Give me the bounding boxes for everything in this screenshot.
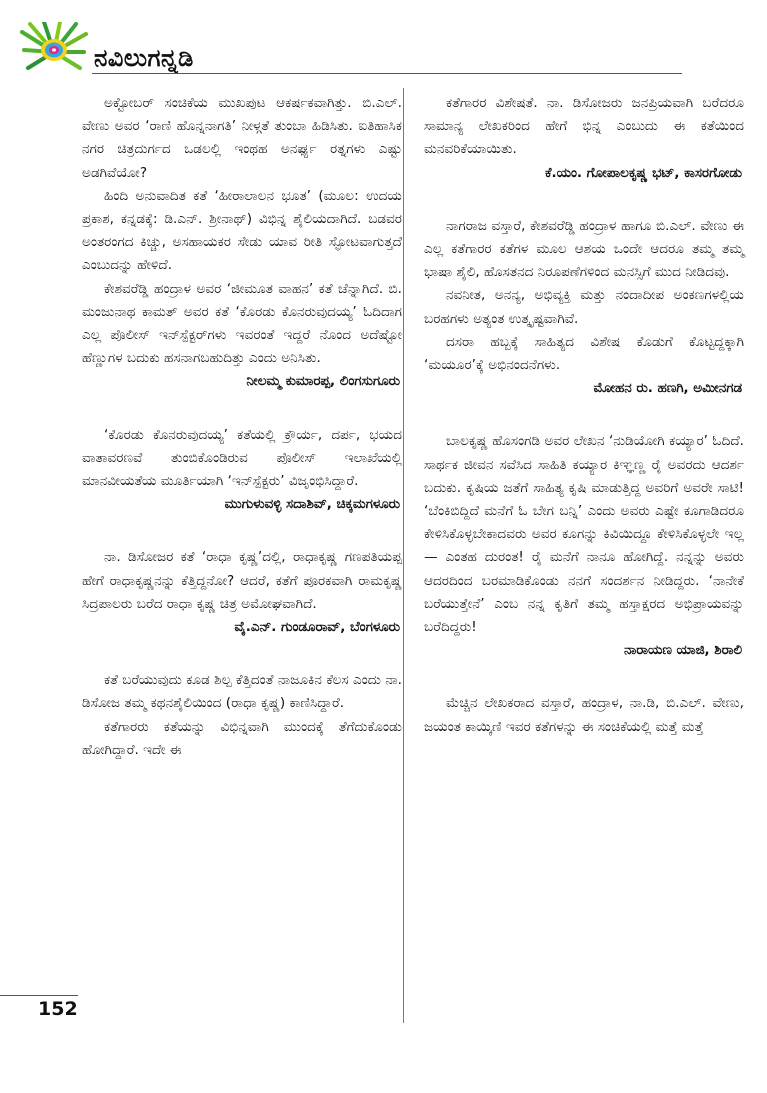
reader-letter: [424, 692, 744, 738]
letter-paragraph: ಕತೆಗಾರರು ಕತೆಯನ್ನು ವಿಭಿನ್ನವಾಗಿ ಮುಂದಕ್ಕೆ ತೆಗೆದುಕೊಂಡು ಹೋಗಿದ್ದಾರೆ. ಇದೇ ಈ: [82, 718, 402, 758]
letter-paragraph: ನಾಗರಾಜ ವಸ್ತಾರೆ, ಕೇಶವರೆಡ್ಡಿ ಹಂದ್ರಾಳ ಹಾಗೂ ಬಿ.ಎಲ್. ವೇಣು ಈ ಎಲ್ಲ ಕತೆಗಾರರ ಕತೆಗಳ ಮೂಲ ಆಶಯ ಒಂದೇ ಆದರೂ ತಮ್ಮ ತಮ್ಮ ಭಾಷಾ ಶೈಲಿ, ಹೊಸತನದ ನಿರೂಪಣೆಗಳಿಂದ ಮನಸ್ಸಿಗೆ ಮುದ ನೀಡಿದವು.: [424, 217, 744, 281]
letter-paragraph: ಕೇಶವರೆಡ್ಡಿ ಹಂದ್ರಾಳ ಅವರ ‘ಜೀಮೂತ ವಾಹನ’ ಕತೆ ಚೆನ್ನಾಗಿದೆ. ಬಿ. ಮಂಜುನಾಥ ಕಾಮತ್ ಅವರ ಕತೆ ‘ಕೊರಡು ಕೊನರುವುದಯ್ಯ’ ಓದಿದಾಗ ಎಲ್ಲ ಪೊಲೀಸ್ ಇನ್‌ಸ್ಪೆಕ್ಟರ್‌ಗಳು ಇವರಂತೆ ಇದ್ದರೆ ನೊಂದ ಅದೆಷ್ಟೋ ಹೆಣ್ಣುಗಳ ಬದುಕು ಹಸನಾಗಬಹುದಿತ್ತು ಎಂದು ಅನಿಸಿತು.: [82, 280, 402, 367]
header-rule: [92, 73, 682, 74]
reader-letter: [424, 430, 744, 662]
letter-paragraph: ಮೆಚ್ಚಿನ ಲೇಖಕರಾದ ವಸ್ತಾರೆ, ಹಂದ್ರಾಳ, ನಾ.ಡಿ, ಬಿ.ಎಲ್. ವೇಣು, ಜಯಂತ ಕಾಯ್ಕಿಣಿ ಇವರ ಕತೆಗಳನ್ನು ಈ ಸಂಚಿಕೆಯಲ್ಲಿ ಮತ್ತೆ ಮತ್ತೆ: [424, 695, 744, 735]
letter-signature: ನಾರಾಯಣ ಯಾಜಿ, ಶಿರಾಲಿ: [624, 643, 742, 659]
letter-paragraph: ಅಕ್ಟೋಬರ್ ಸಂಚಿಕೆಯ ಮುಖಪುಟ ಆಕರ್ಷಕವಾಗಿತ್ತು. ಬಿ.ಎಲ್. ವೇಣು ಅವರ ‘ರಾಣಿ ಹೊನ್ನನಾಗತಿ’ ನೀಳ್ಗತೆ ತುಂಬಾ ಹಿಡಿಸಿತು. ಐತಿಹಾಸಿಕ ನಗರ ಚಿತ್ರದುರ್ಗದ ಒಡಲಲ್ಲಿ ಇಂಥಹ ಅನರ್ಘ್ಯ ರತ್ನಗಳು ಎಷ್ಟು ಅಡಗಿವೆಯೋ?: [82, 95, 402, 181]
letter-paragraph: ಹಿಂದಿ ಅನುವಾದಿತ ಕತೆ ‘ಹೀರಾಲಾಲನ ಭೂತ’ (ಮೂಲ: ಉದಯ ಪ್ರಕಾಶ, ಕನ್ನಡಕ್ಕೆ: ಡಿ.ಎನ್. ಶ್ರೀನಾಥ್) ವಿಭಿನ್ನ ಶೈಲಿಯದಾಗಿದೆ. ಬಡವರ ಅಂತರಂಗದ ಕಿಚ್ಚು, ಅಸಹಾಯಕರ ಸೇಡು ಯಾವ ರೀತಿ ಸ್ಫೋಟವಾಗುತ್ತದೆ ಎಂಬುದನ್ನು ಹೇಳಿದೆ.: [82, 187, 402, 274]
letter-signature: ಮೋಹನ ರು. ಹಣಗಿ, ಅಮೀನಗಡ: [593, 381, 742, 397]
letter-paragraph: ನವನೀತ, ಅನನ್ಯ, ಅಭಿವ್ಯಕ್ತಿ ಮತ್ತು ನಂದಾದೀಪ ಅಂಕಣಗಳಲ್ಲಿಯ ಬರಹಗಳು ಅತ್ಯಂತ ಉತ್ಕೃಷ್ಟವಾಗಿವೆ.: [424, 287, 744, 327]
magazine-title: ನವಿಲುಗನ್ನಡಿ: [94, 44, 194, 72]
page-number-rule: [0, 995, 78, 996]
right-column: [424, 92, 744, 769]
letter-paragraph: ದಸರಾ ಹಬ್ಬಕ್ಕೆ ಸಾಹಿತ್ಯದ ವಿಶೇಷ ಕೊಡುಗೆ ಕೊಟ್ಟದ್ದಕ್ಕಾಗಿ ‘ಮಯೂರ’ಕ್ಕೆ ಅಭಿನಂದನೆಗಳು.: [424, 333, 744, 374]
reader-letter: [82, 669, 402, 762]
column-divider: [403, 88, 404, 1023]
letter-paragraph: ಕತೆಗಾರರ ವಿಶೇಷತೆ. ನಾ. ಡಿಸೋಜರು ಜನಪ್ರಿಯವಾಗಿ ಬರೆದರೂ ಸಾಮಾನ್ಯ ಲೇಖಕರಿಂದ ಹೇಗೆ ಭಿನ್ನ ಎಂಬುದು ಈ ಕತೆಯಿಂದ ಮನವರಿಕೆಯಾಯಿತು.: [424, 95, 744, 158]
letter-paragraph: ಕತೆ ಬರೆಯುವುದು ಕೂಡ ಶಿಲ್ಪ ಕೆತ್ತಿದಂತೆ ನಾಜೂಕಿನ ಕೆಲಸ ಎಂದು ನಾ. ಡಿಸೋಜ ತಮ್ಮ ಕಥನಶೈಲಿಯಿಂದ (ರಾಧಾ ಕೃಷ್ಣ) ಕಾಣಿಸಿದ್ದಾರೆ.: [82, 672, 402, 712]
letter-signature: ವೈ.ಎನ್. ಗುಂಡೂರಾವ್, ಬೆಂಗಳೂರು: [234, 620, 400, 636]
reader-letter: [82, 546, 402, 639]
letter-paragraph: ನಾ. ಡಿಸೋಜರ ಕತೆ ‘ರಾಧಾ ಕೃಷ್ಣ’ದಲ್ಲಿ, ರಾಧಾಕೃಷ್ಣ ಗಣಪತಿಯಪ್ಪ ಹೇಗೆ ರಾಧಾಕೃಷ್ಣನನ್ನು ಕೆತ್ತಿದ್ದನೋ? ಆದರೆ, ಕತೆಗೆ ಪೂರಕವಾಗಿ ರಾಮಕೃಷ್ಣ ಸಿದ್ರಪಾಲರು ಬರೆದ ರಾಧಾ ಕೃಷ್ಣ ಚಿತ್ರ ಅಮೋಘವಾಗಿದೆ.: [82, 549, 402, 612]
reader-letter: [82, 92, 402, 394]
page-header: [0, 0, 767, 80]
peacock-feather-logo-icon: [20, 22, 88, 76]
reader-letter: [82, 424, 402, 517]
left-column: [82, 92, 402, 792]
letter-paragraph: ‘ಕೊರಡು ಕೊನರುವುದಯ್ಯ’ ಕತೆಯಲ್ಲಿ ಕ್ರೌರ್ಯ, ದರ್ಪ, ಭಯದ ವಾತಾವರಣವೆ ತುಂಬಿಕೊಂಡಿರುವ ಪೊಲೀಸ್ ಇಲಾಖೆಯಲ್ಲಿ ಮಾನವೀಯತೆಯ ಮೂರ್ತಿಯಾಗಿ ‘ಇನ್‌ಸ್ಪೆಕ್ಟರು’ ವಿಜೃಂಭಿಸಿದ್ದಾರೆ.: [82, 426, 402, 490]
letter-signature: ಕೆ.ಯಂ. ಗೋಪಾಲಕೃಷ್ಣ ಭಟ್, ಕಾಸರಗೋಡು: [544, 165, 742, 181]
reader-letter: [424, 215, 744, 401]
letter-signature: ನೀಲಮ್ಮ ಕುಮಾರಪ್ಪ, ಲಿಂಗಸುಗೂರು: [246, 374, 400, 390]
letter-signature: ಮುಗುಳುವಳ್ಳಿ ಸದಾಶಿವ್, ಚಿಕ್ಕಮಗಳೂರು: [224, 497, 400, 513]
letter-paragraph: ಬಾಲಕೃಷ್ಣ ಹೊಸಂಗಡಿ ಅವರ ಲೇಖನ ‘ನುಡಿಯೋಗಿ ಕಯ್ಯಾರ’ ಓದಿದೆ. ಸಾರ್ಥಕ ಜೀವನ ಸವೆಸಿದ ಸಾಹಿತಿ ಕಯ್ಯಾರ ಕಿಞ್ಞಣ್ಣ ರೈ ಅವರದು ಆದರ್ಶ ಬದುಕು. ಕೃಷಿಯ ಜತೆಗೆ ಸಾಹಿತ್ಯ ಕೃಷಿ ಮಾಡುತ್ತಿದ್ದ ಅವರಿಗೆ ಅವರೇ ಸಾಟಿ! ‘ಬೆಂಕಿಬಿದ್ದಿದೆ ಮನೆಗೆ ಓ ಬೇಗ ಬನ್ನಿ’ ಎಂದು ಅವರು ಎಷ್ಟೇ ಕೂಗಾಡಿದರೂ ಕೇಳಿಸಿಕೊಳ್ಳಬೇಕಾದವರು ಅವರ ಕೂಗನ್ನು ಕಿವಿಯಿದ್ದೂ ಕೇಳಿಸಿಕೊಳ್ಳಲೇ ಇಲ್ಲ— ಎಂತಹ ದುರಂತ! ರೈ ಮನೆಗೆ ನಾನೂ ಹೋಗಿದ್ದೆ. ನನ್ನನ್ನು ಅವರು ಆದರದಿಂದ ಬರಮಾಡಿಕೊಂಡು ನನಗೆ ಸಂದರ್ಶನ ನೀಡಿದ್ದರು. ‘ನಾನೇಕೆ ಬರೆಯುತ್ತೇನೆ’ ಎಂಬ ನನ್ನ ಕೃತಿಗೆ ತಮ್ಮ ಹಸ್ತಾಕ್ಷರದ ಅಭಿಪ್ರಾಯವನ್ನು ಬರೆದಿದ್ದರು!: [424, 433, 744, 636]
page-number: 152: [38, 998, 78, 1020]
reader-letter: [424, 92, 744, 185]
